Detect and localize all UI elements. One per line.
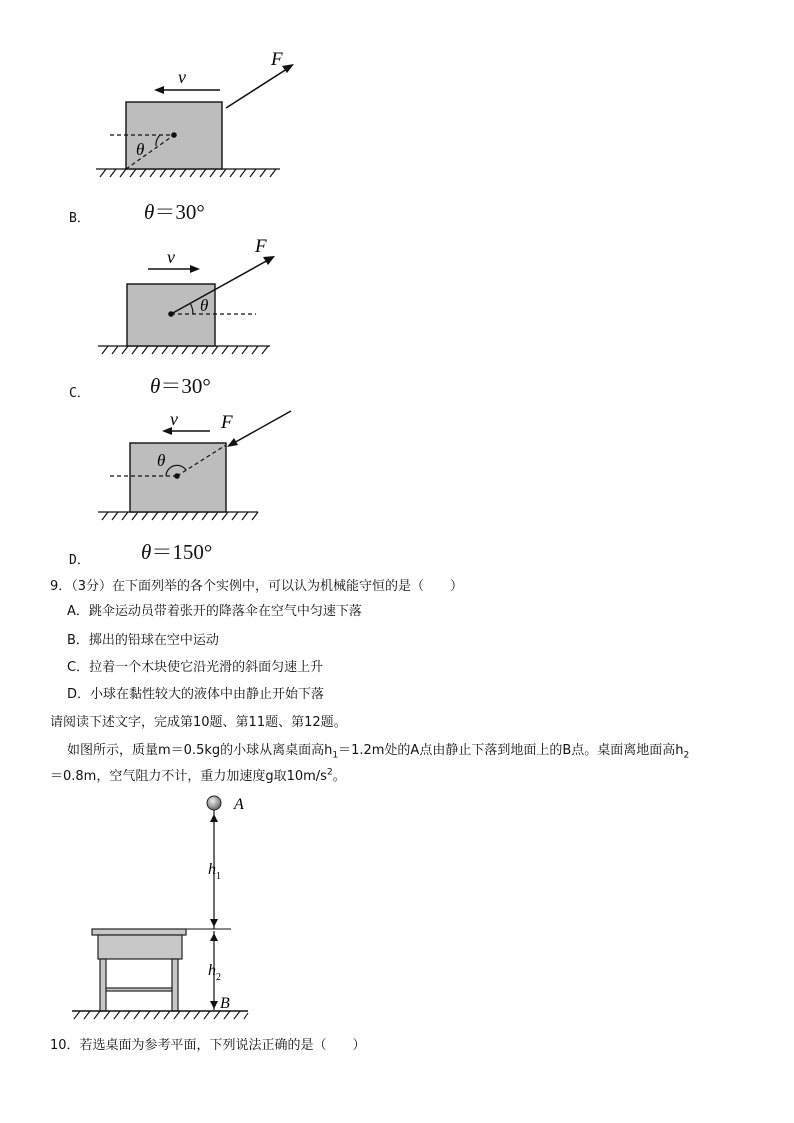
option-b-equation: θ＝30°: [144, 200, 205, 224]
figure-option-c: [90, 234, 310, 358]
question-9-option-c: C．拉着一个木块使它沿光滑的斜面匀速上升: [67, 660, 324, 675]
force-label: F: [221, 412, 233, 433]
figure-ball-table: [68, 790, 258, 1026]
figure-option-d: [90, 403, 310, 525]
figure-option-b: [90, 45, 310, 185]
question-9-option-b: B．掷出的铅球在空中运动: [67, 633, 219, 648]
question-10-stem: 10．若选桌面为参考平面，下列说法正确的是（ ）: [50, 1038, 366, 1053]
reading-intro: 请阅读下述文字，完成第10题、第11题、第12题。: [50, 715, 347, 730]
force-arrow: [226, 67, 290, 108]
velocity-label: v: [178, 67, 186, 87]
option-c-label: C．: [69, 386, 90, 401]
question-9-option-a: A．跳伞运动员带着张开的降落伞在空气中匀速下落: [67, 604, 362, 619]
angle-label: θ: [200, 296, 209, 315]
h2-label: $h_2$: [208, 962, 221, 983]
table: [92, 929, 186, 1011]
angle-label: θ: [157, 451, 166, 470]
question-9-stem: 9．（3分）在下面列举的各个实例中，可以认为机械能守恒的是（ ）: [50, 579, 464, 594]
velocity-label: v: [170, 409, 178, 429]
ball: [207, 796, 221, 810]
velocity-label: v: [167, 247, 175, 267]
force-label: F: [271, 49, 283, 70]
option-c-equation: θ＝30°: [150, 374, 211, 398]
option-d-label: D．: [69, 553, 90, 568]
force-label: F: [255, 236, 267, 257]
point-b-label: B: [220, 995, 230, 1012]
reading-paragraph-line-2: ＝0.8m，空气阻力不计，重力加速度g取$10m/s^2$。: [50, 767, 346, 784]
h1-label: $h_1$: [208, 861, 221, 882]
force-arrow: [232, 411, 291, 444]
reading-paragraph-line-1: 如图所示，质量m＝0.5kg的小球从离桌面高$h_1=1.2m$处的A点由静止下落到地面上的B点。桌面离地面高$h_2$: [67, 743, 690, 761]
point-a-label: A: [234, 796, 244, 813]
option-d-equation: θ＝150°: [141, 540, 213, 564]
question-9-option-d: D．小球在黏性较大的液体中由静止开始下落: [67, 687, 325, 702]
angle-label: θ: [136, 140, 145, 159]
option-b-label: B．: [69, 211, 90, 226]
